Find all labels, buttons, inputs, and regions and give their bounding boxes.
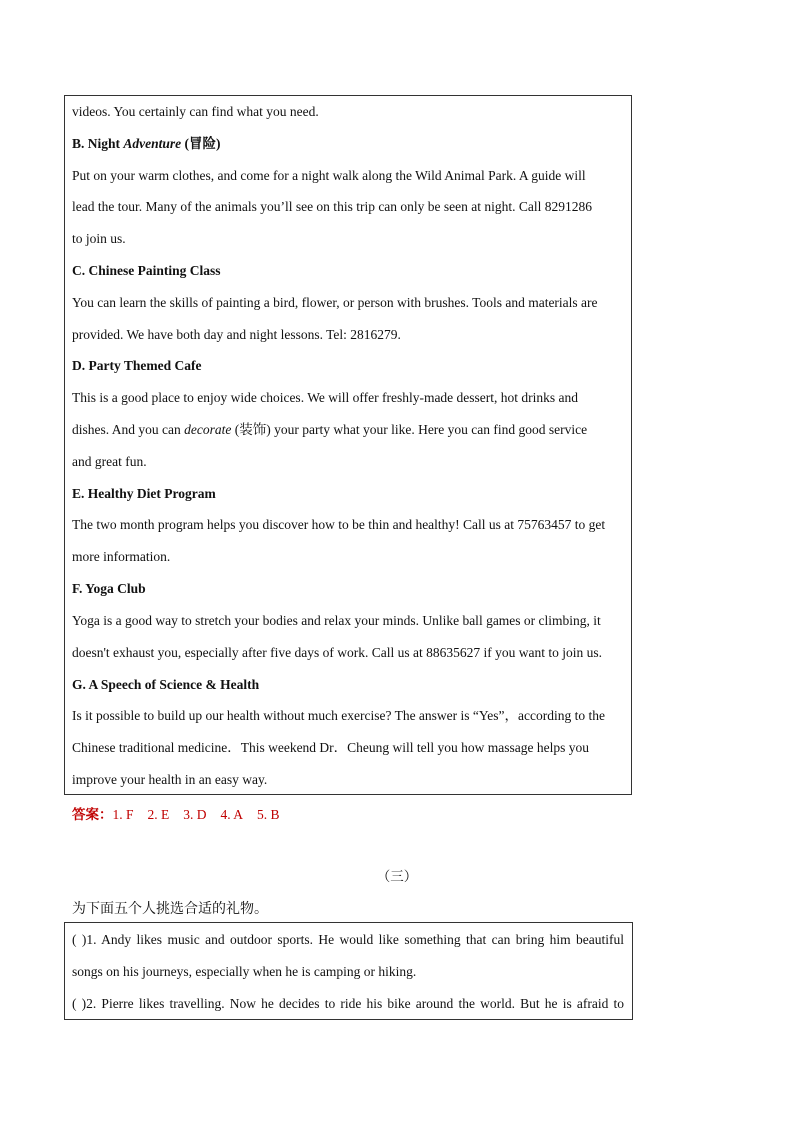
text-line: videos. You certainly can find what you need. xyxy=(72,104,319,119)
text-line: provided. We have both day and night lessons. Tel: 2816279. xyxy=(72,327,401,342)
section-instruction: 为下面五个人挑选合适的礼物。 xyxy=(72,902,268,917)
text-line: dishes. And you can decorate (装饰) your party what your like. Here you can find good service xyxy=(72,422,588,437)
italic-word: decorate xyxy=(184,422,232,437)
answer-label: 答案： xyxy=(72,807,113,822)
text-line: Chinese traditional medicine．This weekend Dr．Cheung will tell you how massage helps you xyxy=(72,740,590,755)
ad-c-heading: C. Chinese Painting Class xyxy=(72,263,221,278)
ad-b-heading: B. Night Adventure (冒险) xyxy=(72,136,221,151)
text-line: to join us. xyxy=(72,231,126,246)
text-line: more information. xyxy=(72,549,171,564)
text-line: Yoga is a good way to stretch your bodies and relax your minds. Unlike ball games or climbing, it xyxy=(72,613,601,628)
question-line: ( )1. Andy likes music and outdoor sports. He would like something that can bring him beautiful xyxy=(72,932,624,947)
ad-d-heading: D. Party Themed Cafe xyxy=(72,358,202,373)
ad-e-heading: E. Healthy Diet Program xyxy=(72,486,216,501)
text-line: lead the tour. Many of the animals you’ll see on this trip can only be seen at night. Call 8291286 xyxy=(72,199,593,214)
text-line: improve your health in an easy way. xyxy=(72,772,268,787)
text-line: Is it possible to build up our health without much exercise? The answer is “Yes”，according to the xyxy=(72,708,606,723)
question-line: ( )2. Pierre likes travelling. Now he decides to ride his bike around the world. But he is afraid to xyxy=(72,996,624,1011)
text-line: Put on your warm clothes, and come for a night walk along the Wild Animal Park. A guide will xyxy=(72,168,586,183)
answer-key xyxy=(72,803,294,823)
ad-f-heading: F. Yoga Club xyxy=(72,581,146,596)
answer-item: 4. A xyxy=(220,807,244,822)
text-line: and great fun. xyxy=(72,454,147,469)
answer-item: 5. B xyxy=(257,807,280,822)
answer-item: 1. F xyxy=(112,807,134,822)
section-title: （三） xyxy=(376,869,418,884)
text-line: This is a good place to enjoy wide choices. We will offer freshly-made dessert, hot drinks and xyxy=(72,390,579,405)
text-line: You can learn the skills of painting a bird, flower, or person with brushes. Tools and materials are xyxy=(72,295,598,310)
answer-item: 2. E xyxy=(147,807,170,822)
text-line: The two month program helps you discover how to be thin and healthy! Call us at 75763457 to get xyxy=(72,517,606,532)
italic-word: Adventure xyxy=(123,136,182,151)
question-line: songs on his journeys, especially when he is camping or hiking. xyxy=(72,964,417,979)
ad-g-heading: G. A Speech of Science & Health xyxy=(72,677,260,692)
answer-item: 3. D xyxy=(183,807,207,822)
text-line: doesn't exhaust you, especially after five days of work. Call us at 88635627 if you want to join us. xyxy=(72,645,602,660)
